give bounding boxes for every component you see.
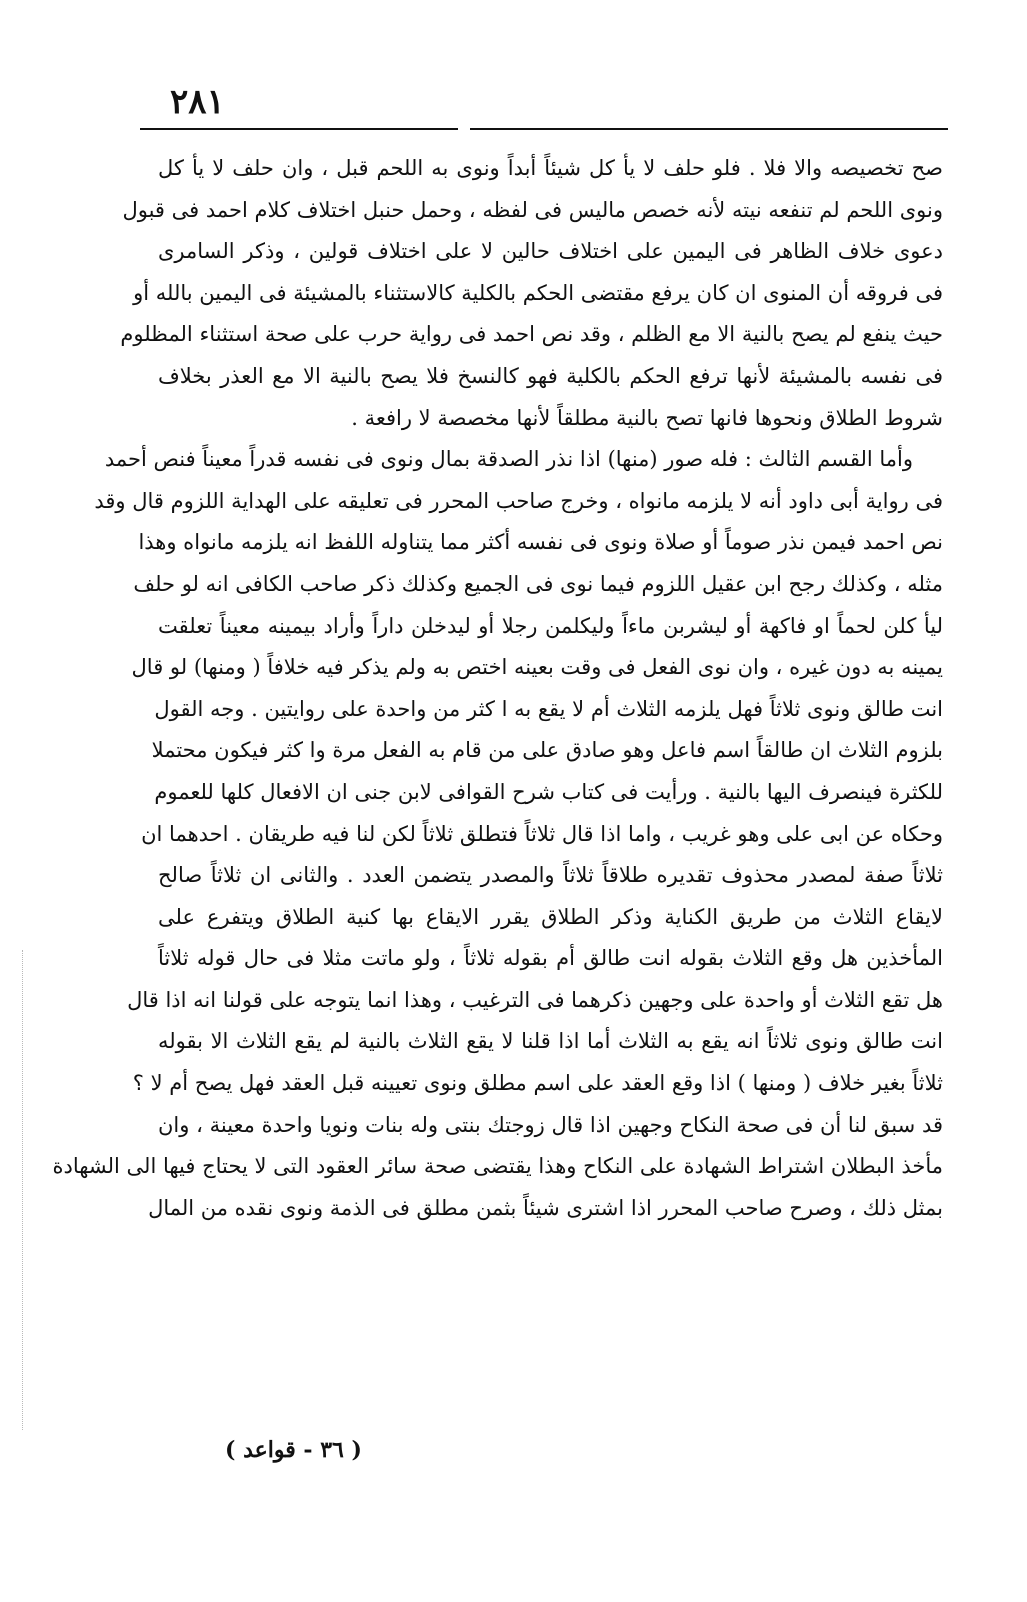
text-line: بمثل ذلك ، وصرح صاحب المحرر اذا اشترى شيئاً بثمن مطلق فى الذمة ونوى نقده من المال: [148, 1195, 943, 1220]
header-rule-right: [470, 128, 948, 130]
text-line: بلزوم الثلاث ان طالقاً اسم فاعل وهو صادق على من قام به الفعل مرة وا كثر فيكون محتملا: [151, 738, 943, 763]
text-line: فى فروقه أن المنوى ان كان يرفع مقتضى الحكم بالكلية كالاستثناء بالمشيئة فى اليمين بالله أو: [133, 280, 943, 305]
text-line: وأما القسم الثالث : فله صور (منها) اذا نذر الصدقة بمال ونوى فى نفسه قدراً معيناً فنص أحمد: [104, 447, 913, 472]
text-line: مثله ، وكذلك رجح ابن عقيل اللزوم فيما نوى فى الجميع وكذلك ذكر صاحب الكافى انه لو حلف: [133, 571, 943, 596]
text-line: يمينه به دون غيره ، وان نوى الفعل فى وقت بعينه اختص به ولم يذكر فيه خلافاً ( ومنها) لو قال: [131, 655, 943, 680]
text-line: دعوى خلاف الظاهر فى اليمين على اختلاف حالين لا على اختلاف قولين ، وذكر السامرى: [158, 239, 943, 264]
text-line: فى نفسه بالمشيئة لأنها ترفع الحكم بالكلية فهو كالنسخ فلا يصح بالنية الا مع العذر بخلاف: [158, 363, 943, 388]
header-rule-left: [140, 128, 458, 130]
text-line: وحكاه عن ابى على وهو غريب ، واما اذا قال ثلاثاً فتطلق ثلاثاً لكن لنا فيه طريقان . احدهما ان: [141, 821, 943, 846]
text-line: حيث ينفع لم يصح بالنية الا مع الظلم ، وقد نص احمد فى رواية حرب على صحة استثناء المظلوم: [120, 322, 943, 347]
text-line: قد سبق لنا أن فى صحة النكاح وجهين اذا قال زوجتك بنتى وله بنات ونويا واحدة معينة ، وان: [158, 1112, 943, 1137]
text-line: فى رواية أبى داود أنه لا يلزمه مانواه ، وخرج صاحب المحرر فى تعليقه على الهداية اللزوم قال وقد: [94, 488, 943, 513]
text-line: صح تخصيصه والا فلا . فلو حلف لا يأ كل شيئاً أبداً ونوى به اللحم قبل ، وان حلف لا يأ كل: [158, 156, 943, 180]
text-line: ثلاثاً بغير خلاف ( ومنها ) اذا وقع العقد على اسم مطلق ونوى تعيينه قبل العقد فهل يصح أم لا ؟: [132, 1071, 943, 1096]
body-text: [52, 148, 943, 1229]
text-line: المأخذين هل وقع الثلاث بقوله انت طالق أم بقوله ثلاثاً ، ولو ماتت مثلا فى حال قوله ثلاثاً: [158, 946, 943, 971]
text-line: ليأ كلن لحماً او فاكهة أو ليشربن ماءاً وليكلمن رجلا أو ليدخلن داراً وأراد بيمينه معيناً تعلقت: [158, 613, 943, 638]
text-line: ونوى اللحم لم تنفعه نيته لأنه خصص ماليس فى لفظه ، وحمل حنبل اختلاف كلام احمد فى قبول: [122, 197, 943, 222]
text-line: نص احمد فيمن نذر صوماً أو صلاة ونوى فى نفسه أكثر مما يتناوله اللفظ انه يلزمه مانواه وهذا: [138, 530, 943, 555]
text-line: انت طالق ونوى ثلاثاً فهل يلزمه الثلاث أم لا يقع به ا كثر من واحدة على روايتين . وجه القول: [154, 696, 943, 721]
margin-dotted-line: [22, 950, 23, 1430]
text-line: لايقاع الثلاث من طريق الكناية وذكر الطلاق يقرر الايقاع بها كنية الطلاق ويتفرع على: [158, 904, 943, 929]
text-line: للكثرة فينصرف اليها بالنية . ورأيت فى كتاب شرح القوافى لابن جنى ان الافعال كلها للعموم: [154, 779, 943, 804]
signature-mark: ( ٣٦ - قواعد ): [225, 1437, 362, 1463]
text-line: ثلاثاً صفة لمصدر محذوف تقديره طلاقاً ثلاثاً والمصدر يتضمن العدد . والثانى ان ثلاثاً صالح: [158, 863, 943, 888]
text-line: شروط الطلاق ونحوها فانها تصح بالنية مطلقاً لأنها مخصصة لا رافعة .: [351, 405, 943, 430]
text-line: انت طالق ونوى ثلاثاً انه يقع به الثلاث أما اذا قلنا لا يقع الثلاث بالنية لم يقع الثلاث الا بقوله: [158, 1029, 943, 1054]
text-line: مأخذ البطلان اشتراط الشهادة على النكاح وهذا يقتضى صحة سائر العقود التى لا يحتاج فيها الى الشهادة: [52, 1154, 943, 1179]
text-line: هل تقع الثلاث أو واحدة على وجهين ذكرهما فى الترغيب ، وهذا انما يتوجه على قولنا انه اذا قال: [127, 987, 943, 1012]
page-number: ٢٨١: [170, 82, 225, 122]
